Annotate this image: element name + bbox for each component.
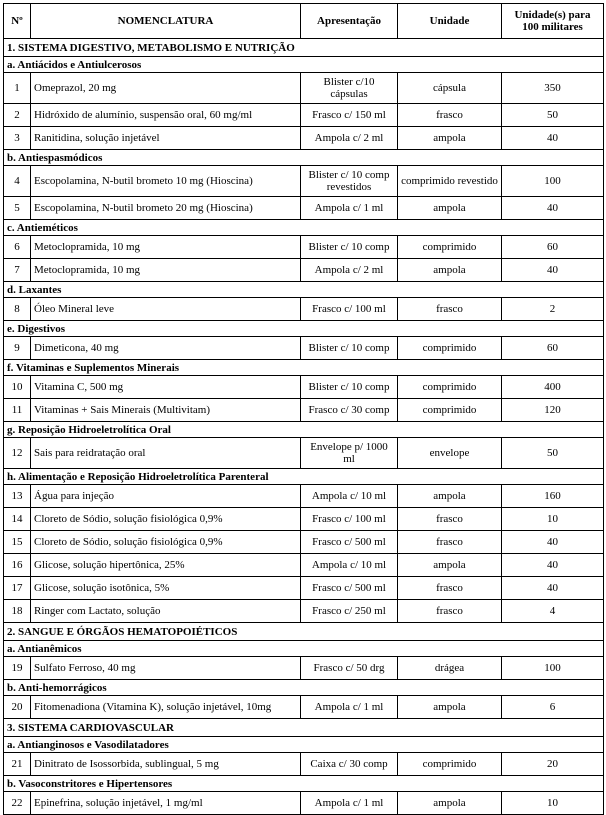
- table-row: [4, 696, 604, 719]
- subsection-title: d. Laxantes: [4, 282, 604, 298]
- cell-quantidade: 50: [502, 104, 604, 127]
- cell-unidade: frasco: [398, 600, 502, 623]
- cell-quantidade: 100: [502, 657, 604, 680]
- cell-nomenclatura: Ranitidina, solução injetável: [31, 127, 301, 150]
- cell-apresentacao: Frasco c/ 100 ml: [301, 298, 398, 321]
- cell-apresentacao: Ampola c/ 1 ml: [301, 696, 398, 719]
- table-row: [4, 376, 604, 399]
- table-row: [4, 600, 604, 623]
- cell-number: 18: [4, 600, 31, 623]
- header-quantidade: Unidade(s) para 100 militares: [502, 4, 604, 39]
- cell-nomenclatura: Cloreto de Sódio, solução fisiológica 0,9%: [31, 508, 301, 531]
- cell-quantidade: 160: [502, 485, 604, 508]
- medication-table: [3, 3, 604, 815]
- cell-number: 5: [4, 197, 31, 220]
- table-row: [4, 236, 604, 259]
- subsection-row: [4, 57, 604, 73]
- cell-number: 16: [4, 554, 31, 577]
- table-row: [4, 104, 604, 127]
- cell-unidade: comprimido: [398, 337, 502, 360]
- subsection-title: f. Vitaminas e Suplementos Minerais: [4, 360, 604, 376]
- cell-apresentacao: Frasco c/ 250 ml: [301, 600, 398, 623]
- cell-quantidade: 100: [502, 166, 604, 197]
- cell-number: 12: [4, 438, 31, 469]
- cell-quantidade: 50: [502, 438, 604, 469]
- cell-quantidade: 2: [502, 298, 604, 321]
- cell-unidade: ampola: [398, 696, 502, 719]
- subsection-title: c. Antieméticos: [4, 220, 604, 236]
- subsection-row: [4, 776, 604, 792]
- cell-quantidade: 400: [502, 376, 604, 399]
- section-title: 1. SISTEMA DIGESTIVO, METABOLISMO E NUTRIÇÃO: [4, 39, 604, 57]
- subsection-title: b. Anti-hemorrágicos: [4, 680, 604, 696]
- subsection-title: e. Digestivos: [4, 321, 604, 337]
- cell-nomenclatura: Epinefrina, solução injetável, 1 mg/ml: [31, 792, 301, 815]
- table-row: [4, 657, 604, 680]
- cell-number: 6: [4, 236, 31, 259]
- cell-nomenclatura: Hidróxido de alumínio, suspensão oral, 60 mg/ml: [31, 104, 301, 127]
- subsection-title: h. Alimentação e Reposição Hidroeletrolítica Parenteral: [4, 469, 604, 485]
- cell-quantidade: 6: [502, 696, 604, 719]
- cell-nomenclatura: Dimeticona, 40 mg: [31, 337, 301, 360]
- cell-apresentacao: Ampola c/ 2 ml: [301, 127, 398, 150]
- cell-number: 8: [4, 298, 31, 321]
- cell-apresentacao: Frasco c/ 500 ml: [301, 531, 398, 554]
- section-title: 3. SISTEMA CARDIOVASCULAR: [4, 719, 604, 737]
- subsection-title: a. Antiácidos e Antiulcerosos: [4, 57, 604, 73]
- cell-number: 15: [4, 531, 31, 554]
- cell-apresentacao: Ampola c/ 1 ml: [301, 792, 398, 815]
- table-body: [4, 39, 604, 815]
- cell-apresentacao: Frasco c/ 500 ml: [301, 577, 398, 600]
- cell-unidade: comprimido revestido: [398, 166, 502, 197]
- cell-apresentacao: Blister c/ 10 comp: [301, 236, 398, 259]
- subsection-row: [4, 737, 604, 753]
- table-row: [4, 399, 604, 422]
- cell-nomenclatura: Ringer com Lactato, solução: [31, 600, 301, 623]
- cell-unidade: frasco: [398, 508, 502, 531]
- cell-nomenclatura: Metoclopramida, 10 mg: [31, 236, 301, 259]
- cell-number: 14: [4, 508, 31, 531]
- cell-nomenclatura: Metoclopramida, 10 mg: [31, 259, 301, 282]
- cell-unidade: ampola: [398, 792, 502, 815]
- header-apresentacao: Apresentação: [301, 4, 398, 39]
- cell-number: 7: [4, 259, 31, 282]
- cell-number: 2: [4, 104, 31, 127]
- cell-number: 9: [4, 337, 31, 360]
- table-row: [4, 298, 604, 321]
- table-row: [4, 577, 604, 600]
- cell-nomenclatura: Vitaminas + Sais Minerais (Multivitam): [31, 399, 301, 422]
- cell-number: 22: [4, 792, 31, 815]
- table-row: [4, 508, 604, 531]
- cell-apresentacao: Ampola c/ 10 ml: [301, 485, 398, 508]
- cell-unidade: comprimido: [398, 399, 502, 422]
- cell-unidade: comprimido: [398, 236, 502, 259]
- table-row: [4, 792, 604, 815]
- cell-apresentacao: Frasco c/ 30 comp: [301, 399, 398, 422]
- cell-quantidade: 60: [502, 337, 604, 360]
- cell-nomenclatura: Escopolamina, N-butil brometo 20 mg (Hioscina): [31, 197, 301, 220]
- cell-quantidade: 20: [502, 753, 604, 776]
- cell-unidade: frasco: [398, 298, 502, 321]
- section-row: [4, 39, 604, 57]
- cell-quantidade: 350: [502, 73, 604, 104]
- cell-quantidade: 40: [502, 577, 604, 600]
- cell-unidade: ampola: [398, 554, 502, 577]
- header-nomenclatura: NOMENCLATURA: [31, 4, 301, 39]
- subsection-row: [4, 641, 604, 657]
- cell-nomenclatura: Sulfato Ferroso, 40 mg: [31, 657, 301, 680]
- cell-unidade: frasco: [398, 104, 502, 127]
- cell-unidade: ampola: [398, 127, 502, 150]
- cell-apresentacao: Caixa c/ 30 comp: [301, 753, 398, 776]
- cell-nomenclatura: Escopolamina, N-butil brometo 10 mg (Hioscina): [31, 166, 301, 197]
- cell-apresentacao: Blister c/ 10 comp revestidos: [301, 166, 398, 197]
- cell-unidade: ampola: [398, 259, 502, 282]
- cell-number: 10: [4, 376, 31, 399]
- cell-unidade: cápsula: [398, 73, 502, 104]
- cell-unidade: comprimido: [398, 376, 502, 399]
- cell-unidade: ampola: [398, 197, 502, 220]
- cell-number: 19: [4, 657, 31, 680]
- subsection-title: a. Antianêmicos: [4, 641, 604, 657]
- cell-nomenclatura: Fitomenadiona (Vitamina K), solução injetável, 10mg: [31, 696, 301, 719]
- cell-number: 13: [4, 485, 31, 508]
- cell-unidade: frasco: [398, 531, 502, 554]
- cell-nomenclatura: Sais para reidratação oral: [31, 438, 301, 469]
- cell-apresentacao: Ampola c/ 1 ml: [301, 197, 398, 220]
- cell-quantidade: 10: [502, 792, 604, 815]
- cell-nomenclatura: Água para injeção: [31, 485, 301, 508]
- subsection-row: [4, 360, 604, 376]
- table-row: [4, 337, 604, 360]
- cell-apresentacao: Blister c/ 10 comp: [301, 337, 398, 360]
- cell-unidade: frasco: [398, 577, 502, 600]
- cell-nomenclatura: Dinitrato de Isossorbida, sublingual, 5 mg: [31, 753, 301, 776]
- cell-number: 17: [4, 577, 31, 600]
- cell-quantidade: 60: [502, 236, 604, 259]
- subsection-title: b. Vasoconstritores e Hipertensores: [4, 776, 604, 792]
- table-row: [4, 554, 604, 577]
- subsection-row: [4, 282, 604, 298]
- cell-quantidade: 4: [502, 600, 604, 623]
- cell-number: 20: [4, 696, 31, 719]
- cell-number: 21: [4, 753, 31, 776]
- cell-apresentacao: Blister c/ 10 comp: [301, 376, 398, 399]
- table-row: [4, 753, 604, 776]
- table-row: [4, 73, 604, 104]
- cell-unidade: envelope: [398, 438, 502, 469]
- subsection-row: [4, 422, 604, 438]
- cell-number: 11: [4, 399, 31, 422]
- cell-unidade: ampola: [398, 485, 502, 508]
- cell-apresentacao: Frasco c/ 50 drg: [301, 657, 398, 680]
- cell-apresentacao: Ampola c/ 10 ml: [301, 554, 398, 577]
- section-title: 2. SANGUE E ÓRGÃOS HEMATOPOIÉTICOS: [4, 623, 604, 641]
- cell-quantidade: 40: [502, 197, 604, 220]
- header-row: [4, 4, 604, 39]
- cell-apresentacao: Frasco c/ 150 ml: [301, 104, 398, 127]
- cell-nomenclatura: Glicose, solução hipertônica, 25%: [31, 554, 301, 577]
- subsection-row: [4, 220, 604, 236]
- cell-nomenclatura: Omeprazol, 20 mg: [31, 73, 301, 104]
- table-row: [4, 259, 604, 282]
- table-row: [4, 531, 604, 554]
- subsection-title: g. Reposição Hidroeletrolítica Oral: [4, 422, 604, 438]
- cell-number: 4: [4, 166, 31, 197]
- table-row: [4, 166, 604, 197]
- cell-quantidade: 40: [502, 554, 604, 577]
- cell-number: 1: [4, 73, 31, 104]
- subsection-row: [4, 680, 604, 696]
- cell-quantidade: 40: [502, 259, 604, 282]
- cell-quantidade: 10: [502, 508, 604, 531]
- section-row: [4, 623, 604, 641]
- cell-apresentacao: Blister c/10 cápsulas: [301, 73, 398, 104]
- cell-unidade: drágea: [398, 657, 502, 680]
- cell-quantidade: 120: [502, 399, 604, 422]
- subsection-title: a. Antianginosos e Vasodilatadores: [4, 737, 604, 753]
- table-row: [4, 197, 604, 220]
- subsection-title: b. Antiespasmódicos: [4, 150, 604, 166]
- subsection-row: [4, 150, 604, 166]
- table-row: [4, 485, 604, 508]
- cell-number: 3: [4, 127, 31, 150]
- cell-quantidade: 40: [502, 127, 604, 150]
- cell-unidade: comprimido: [398, 753, 502, 776]
- cell-nomenclatura: Cloreto de Sódio, solução fisiológica 0,9%: [31, 531, 301, 554]
- cell-apresentacao: Ampola c/ 2 ml: [301, 259, 398, 282]
- table-row: [4, 127, 604, 150]
- cell-apresentacao: Envelope p/ 1000 ml: [301, 438, 398, 469]
- cell-nomenclatura: Óleo Mineral leve: [31, 298, 301, 321]
- header-num: Nº: [4, 4, 31, 39]
- header-unidade: Unidade: [398, 4, 502, 39]
- cell-apresentacao: Frasco c/ 100 ml: [301, 508, 398, 531]
- section-row: [4, 719, 604, 737]
- table-row: [4, 438, 604, 469]
- cell-nomenclatura: Vitamina C, 500 mg: [31, 376, 301, 399]
- cell-nomenclatura: Glicose, solução isotônica, 5%: [31, 577, 301, 600]
- subsection-row: [4, 321, 604, 337]
- subsection-row: [4, 469, 604, 485]
- cell-quantidade: 40: [502, 531, 604, 554]
